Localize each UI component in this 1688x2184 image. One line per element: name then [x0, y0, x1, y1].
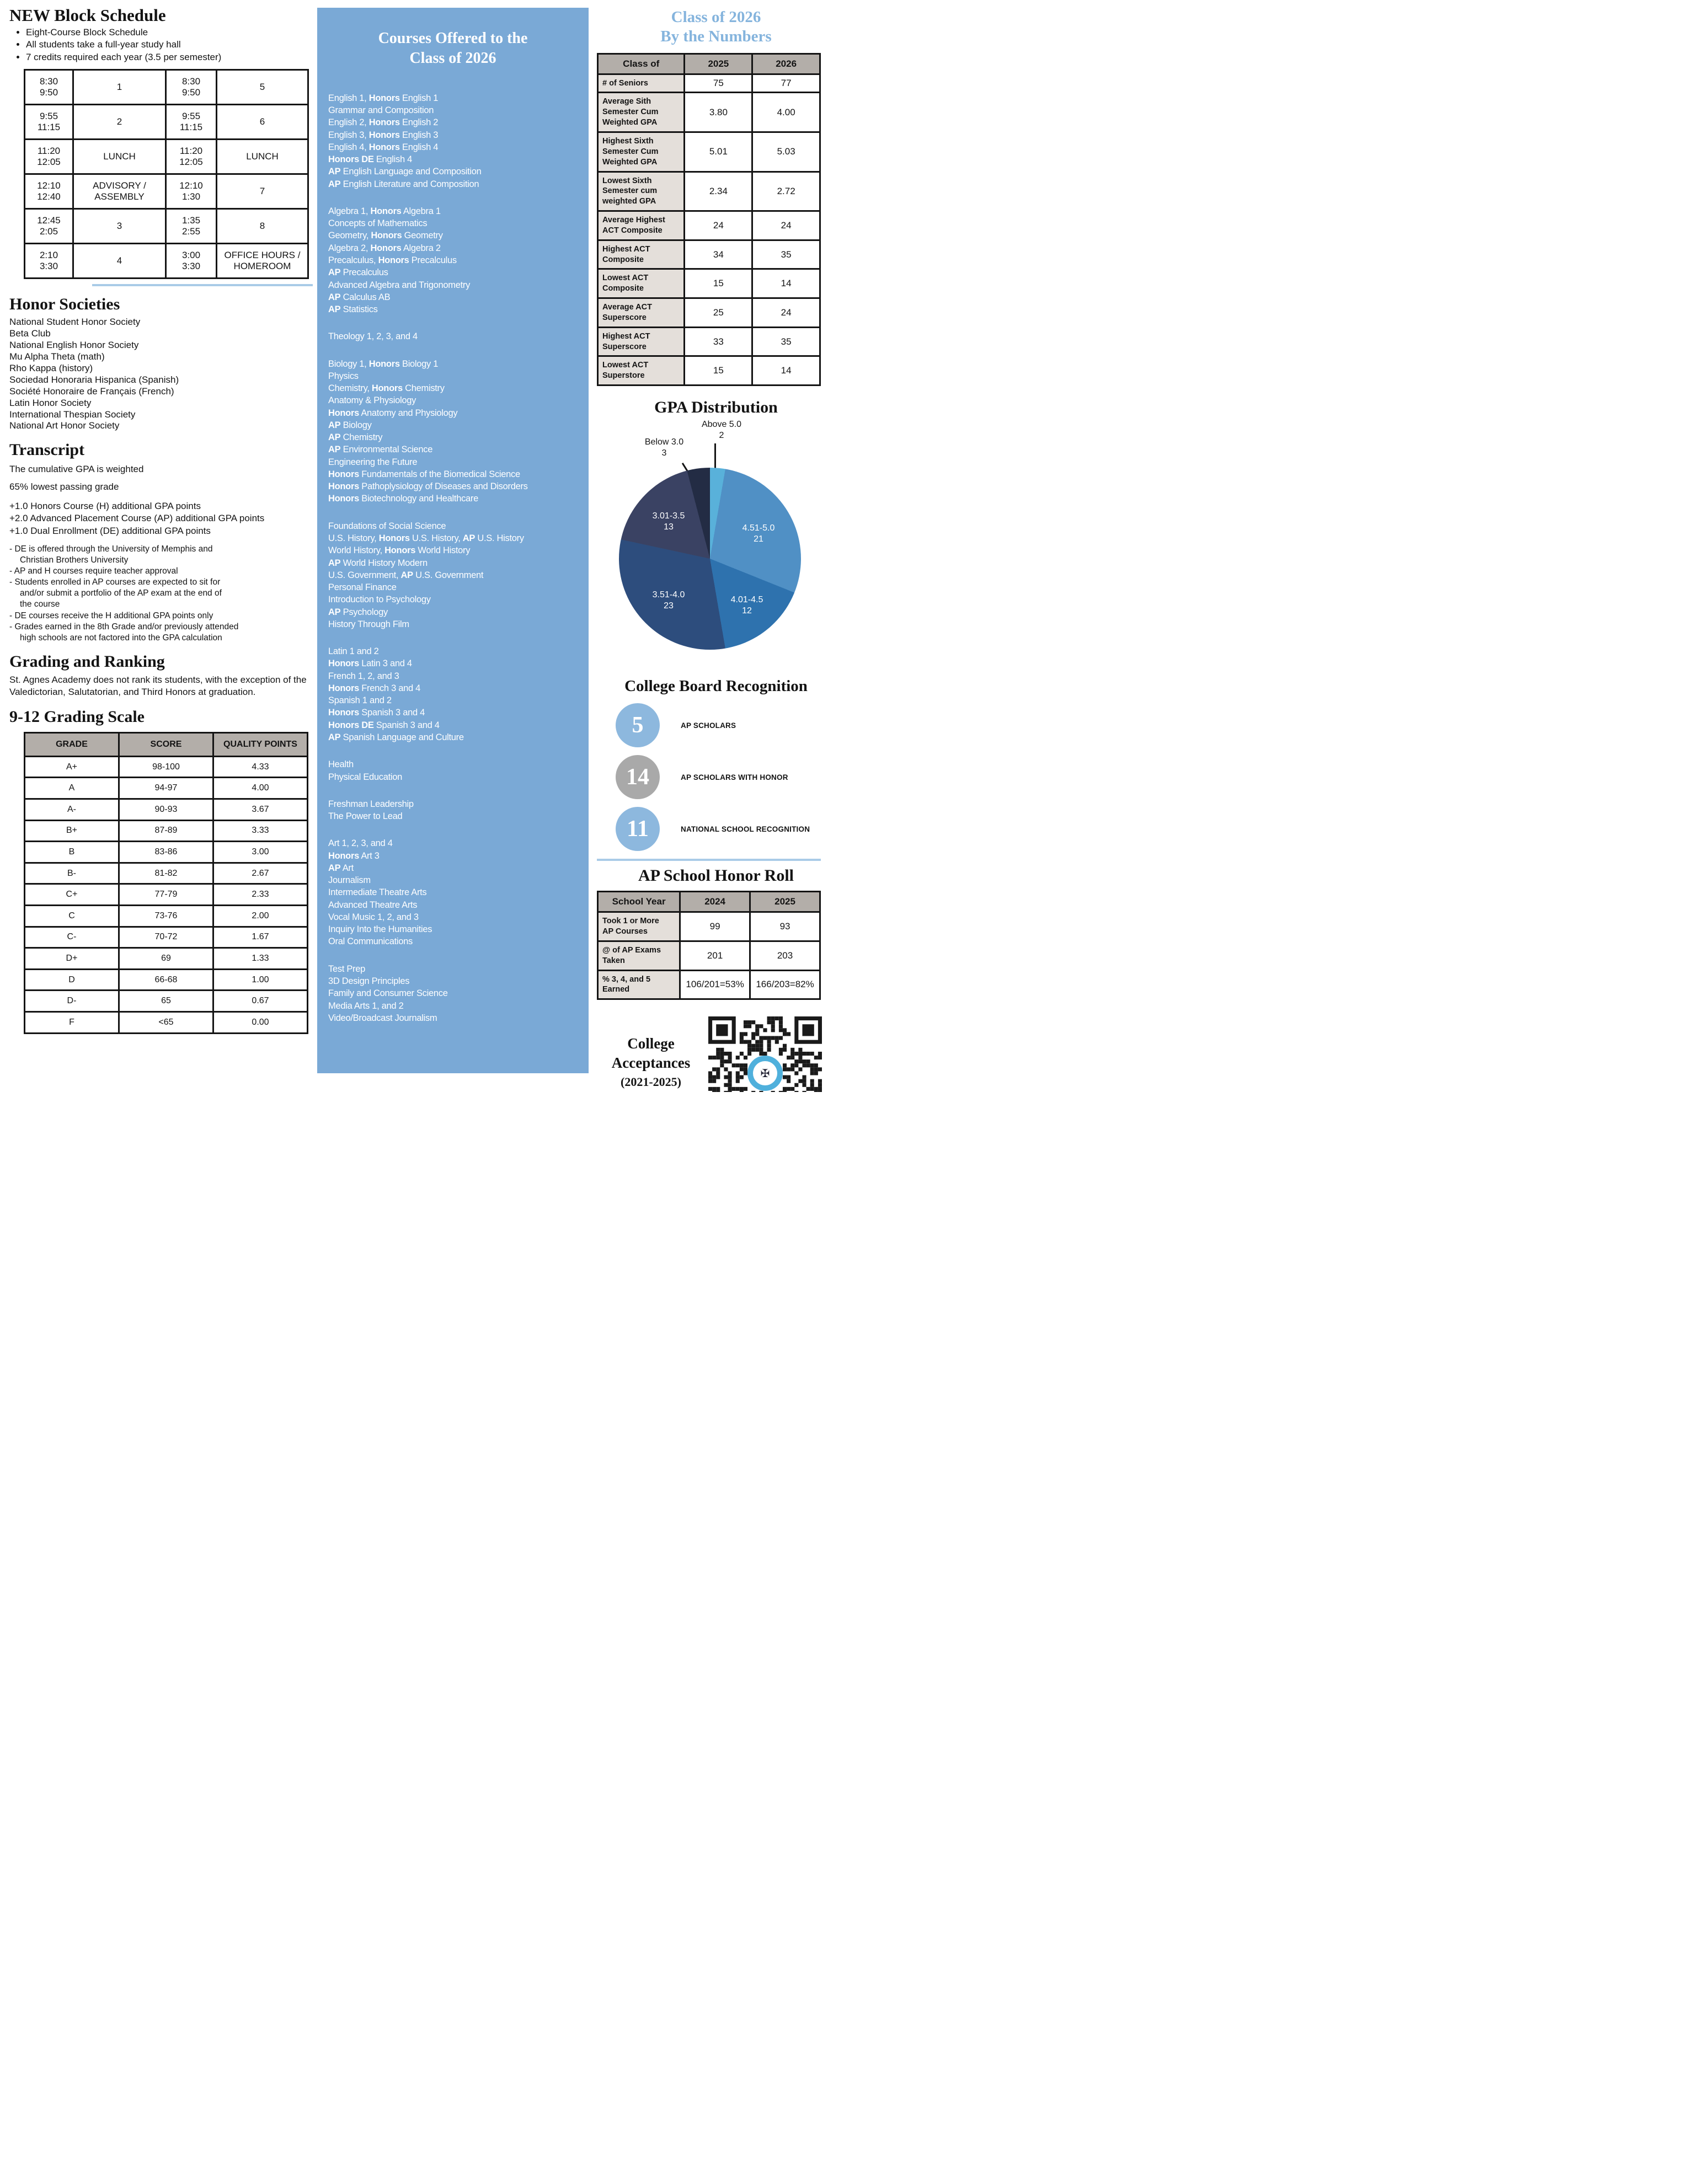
- course-line: AP Art: [328, 863, 354, 873]
- course-line: French 1, 2, and 3: [328, 671, 399, 681]
- course-line: Algebra 2, Honors Algebra 2: [328, 243, 441, 253]
- transcript-note: - DE courses receive the H additional GPA points only: [9, 611, 213, 620]
- honor-societies-title: Honor Societies: [9, 295, 120, 314]
- numbers-row: [598, 172, 820, 211]
- numbers-label-cell: Lowest ACT Superstore: [598, 356, 685, 386]
- recognition-count-badge: 11: [616, 807, 660, 851]
- grading-cell: 69: [119, 948, 213, 970]
- class-numbers-table: [597, 53, 821, 387]
- numbers-value-2026: 24: [752, 211, 820, 240]
- course-line: Honors Latin 3 and 4: [328, 659, 412, 669]
- course-line: Honors French 3 and 4: [328, 683, 421, 693]
- course-group: [328, 330, 578, 342]
- numbers-value-2025: 34: [685, 240, 752, 269]
- course-line: U.S. History, Honors U.S. History, AP U.S. History: [328, 533, 524, 544]
- grading-cell: 87-89: [119, 820, 213, 842]
- numbers-value-2025: 15: [685, 269, 752, 298]
- schedule-time-cell: 11:20 12:05: [166, 140, 217, 174]
- grading-scale-table: [24, 732, 308, 1034]
- grading-cell: 0.00: [213, 1011, 308, 1033]
- schedule-row: [25, 140, 308, 174]
- grading-cell: C: [25, 905, 119, 927]
- grading-row: [25, 905, 308, 927]
- grading-cell: 65: [119, 991, 213, 1012]
- aproll-row: [598, 912, 820, 941]
- honor-society-item: National Student Honor Society: [9, 317, 141, 328]
- recognition-label: AP SCHOLARS: [681, 721, 736, 730]
- school-crest-logo: [747, 1056, 783, 1091]
- grading-cell: D: [25, 969, 119, 991]
- pie-label-301-35: 3.01-3.5 13: [652, 511, 685, 532]
- grading-cell: 3.00: [213, 842, 308, 863]
- grading-cell: 77-79: [119, 884, 213, 906]
- course-line: AP World History Modern: [328, 558, 428, 568]
- honor-society-item: Mu Alpha Theta (math): [9, 351, 105, 362]
- pie-leader-line-above: [714, 443, 716, 469]
- grading-cell: B-: [25, 863, 119, 884]
- schedule-class-cell: ADVISORY / ASSEMBLY: [73, 174, 166, 209]
- block-schedule-title: NEW Block Schedule: [9, 6, 166, 25]
- schedule-class-cell: 6: [217, 105, 308, 140]
- honor-society-item: Sociedad Honoraria Hispanica (Spanish): [9, 374, 179, 385]
- grading-row: [25, 884, 308, 906]
- grading-cell: 2.67: [213, 863, 308, 884]
- numbers-value-2026: 24: [752, 298, 820, 328]
- grading-row: [25, 756, 308, 778]
- grading-cell: 0.67: [213, 991, 308, 1012]
- transcript-point: +1.0 Honors Course (H) additional GPA points: [9, 501, 201, 512]
- numbers-value-2026: 4.00: [752, 93, 820, 132]
- pie-label-below-3: Below 3.0 3: [644, 437, 684, 458]
- gpa-pie-chart: [597, 417, 835, 675]
- aproll-value-2025: 203: [750, 941, 820, 970]
- grading-cell: 2.00: [213, 905, 308, 927]
- course-line: Concepts of Mathematics: [328, 218, 428, 229]
- numbers-label-cell: Average Sith Semester Cum Weighted GPA: [598, 93, 685, 132]
- course-line: Honors Biotechnology and Healthcare: [328, 494, 478, 504]
- grading-cell: 73-76: [119, 905, 213, 927]
- course-line: Biology 1, Honors Biology 1: [328, 358, 439, 369]
- course-line: Precalculus, Honors Precalculus: [328, 255, 457, 265]
- grading-cell: A: [25, 778, 119, 799]
- aproll-label-cell: @ of AP Exams Taken: [598, 941, 680, 970]
- courses-title-line1: Courses Offered to the: [378, 30, 528, 47]
- grading-row: [25, 969, 308, 991]
- aproll-row: [598, 941, 820, 970]
- aproll-value-2025: 166/203=82%: [750, 970, 820, 999]
- ap-honor-roll-table: [597, 891, 821, 1000]
- course-group: [328, 205, 578, 315]
- course-line: AP English Literature and Composition: [328, 179, 479, 189]
- honor-societies-list: [9, 317, 314, 432]
- numbers-value-2026: 35: [752, 327, 820, 356]
- courses-panel: [317, 8, 589, 1073]
- numbers-header-cell: 2026: [752, 53, 820, 74]
- grading-row: [25, 820, 308, 842]
- grading-cell: 83-86: [119, 842, 213, 863]
- course-line: Media Arts 1, and 2: [328, 1000, 404, 1011]
- transcript-title: Transcript: [9, 441, 85, 459]
- grading-cell: D-: [25, 991, 119, 1012]
- numbers-label-cell: Highest ACT Superscore: [598, 327, 685, 356]
- course-line: The Power to Lead: [328, 811, 403, 822]
- course-line: 3D Design Principles: [328, 976, 410, 986]
- course-line: Honors DE English 4: [328, 154, 413, 165]
- grading-cell: 90-93: [119, 799, 213, 820]
- grading-cell: A-: [25, 799, 119, 820]
- course-line: Journalism: [328, 875, 371, 886]
- honor-society-item: National English Honor Society: [9, 340, 139, 351]
- numbers-label-cell: Highest ACT Composite: [598, 240, 685, 269]
- numbers-header-cell: Class of: [598, 53, 685, 74]
- recognition-count-badge: 5: [616, 703, 660, 747]
- numbers-value-2025: 2.34: [685, 172, 752, 211]
- numbers-value-2026: 35: [752, 240, 820, 269]
- numbers-value-2026: 14: [752, 356, 820, 386]
- numbers-value-2026: 5.03: [752, 132, 820, 172]
- course-line: Health: [328, 759, 354, 770]
- schedule-time-cell: 8:30 9:50: [25, 70, 73, 105]
- by-the-numbers-title: [597, 8, 835, 46]
- transcript-line2: 65% lowest passing grade: [9, 481, 119, 493]
- course-line: Geometry, Honors Geometry: [328, 231, 443, 241]
- grading-cell: 1.00: [213, 969, 308, 991]
- course-line: Vocal Music 1, 2, and 3: [328, 912, 419, 922]
- transcript-note: - Grades earned in the 8th Grade and/or previously attended high schools are not factored into the GPA calculation: [9, 622, 239, 643]
- courses-title-line2: Class of 2026: [409, 50, 496, 67]
- course-line: Theology 1, 2, 3, and 4: [328, 331, 418, 342]
- by-the-numbers-line1: Class of 2026: [671, 8, 761, 26]
- college-acceptances: [597, 1016, 835, 1092]
- numbers-row: [598, 132, 820, 172]
- pie-label-451-50: 4.51-5.0 21: [742, 523, 775, 544]
- schedule-row: [25, 209, 308, 244]
- course-line: Foundations of Social Science: [328, 521, 446, 531]
- course-list: [328, 92, 578, 1024]
- bullet-item: • 7 credits required each year (3.5 per semester): [26, 51, 314, 63]
- schedule-time-cell: 2:10 3:30: [25, 244, 73, 279]
- schedule-time-cell: 9:55 11:15: [25, 105, 73, 140]
- course-line: Inquiry Into the Humanities: [328, 924, 432, 935]
- aproll-header-cell: 2025: [750, 892, 820, 912]
- recognition-row: [616, 755, 835, 799]
- grading-row: [25, 948, 308, 970]
- grading-cell: 2.33: [213, 884, 308, 906]
- transcript-line1: The cumulative GPA is weighted: [9, 464, 144, 475]
- course-line: Intermediate Theatre Arts: [328, 887, 427, 898]
- grading-row: [25, 863, 308, 884]
- course-group: [328, 837, 578, 948]
- schedule-time-cell: 3:00 3:30: [166, 244, 217, 279]
- course-line: World History, Honors World History: [328, 545, 471, 556]
- grading-cell: 1.33: [213, 948, 308, 970]
- aproll-header-cell: School Year: [598, 892, 680, 912]
- honor-society-item: International Thespian Society: [9, 409, 136, 420]
- acceptances-line3: (2021-2025): [621, 1075, 681, 1089]
- honor-society-item: Beta Club: [9, 328, 51, 339]
- course-line: AP Spanish Language and Culture: [328, 732, 464, 742]
- schedule-class-cell: OFFICE HOURS / HOMEROOM: [217, 244, 308, 279]
- course-line: English 4, Honors English 4: [328, 142, 439, 152]
- course-line: AP Statistics: [328, 304, 378, 315]
- recognition-count-badge: 14: [616, 755, 660, 799]
- numbers-value-2025: 75: [685, 74, 752, 93]
- recognition-rows: [597, 703, 835, 851]
- aproll-value-2024: 201: [680, 941, 750, 970]
- aproll-value-2024: 99: [680, 912, 750, 941]
- grading-header-cell: QUALITY POINTS: [213, 732, 308, 756]
- course-line: English 1, Honors English 1: [328, 93, 439, 103]
- grading-cell: B: [25, 842, 119, 863]
- schedule-class-cell: 8: [217, 209, 308, 244]
- aproll-header-cell: 2024: [680, 892, 750, 912]
- grading-cell: 3.33: [213, 820, 308, 842]
- college-board-recognition-title: College Board Recognition: [624, 677, 808, 695]
- aproll-row: [598, 970, 820, 999]
- acceptances-line2: Acceptances: [611, 1054, 691, 1072]
- recognition-label: AP SCHOLARS WITH HONOR: [681, 773, 788, 781]
- qr-code: [708, 1016, 822, 1092]
- right-column: [597, 7, 835, 1092]
- schedule-time-cell: 12:10 12:40: [25, 174, 73, 209]
- grading-cell: F: [25, 1011, 119, 1033]
- course-line: Honors Art 3: [328, 850, 380, 861]
- numbers-row: [598, 298, 820, 328]
- numbers-row: [598, 93, 820, 132]
- course-line: Honors Fundamentals of the Biomedical Science: [328, 469, 520, 479]
- course-line: Algebra 1, Honors Algebra 1: [328, 206, 441, 216]
- pie-label-above-5: Above 5.0 2: [701, 420, 742, 441]
- schedule-time-cell: 12:45 2:05: [25, 209, 73, 244]
- bullet-item: • Eight-Course Block Schedule: [26, 26, 314, 39]
- grading-cell: B+: [25, 820, 119, 842]
- honor-society-item: Latin Honor Society: [9, 397, 92, 408]
- course-group: [328, 963, 578, 1024]
- course-line: Advanced Algebra and Trigonometry: [328, 280, 471, 290]
- numbers-row: [598, 356, 820, 386]
- numbers-label-cell: # of Seniors: [598, 74, 685, 93]
- grading-ranking-body: St. Agnes Academy does not rank its students, with the exception of the Valedictorian, Salutatorian, and Third Honors at graduation.: [9, 674, 307, 698]
- pie-label-401-45: 4.01-4.5 12: [730, 595, 763, 616]
- school-crest-inner: ✠: [753, 1061, 777, 1085]
- course-group: [328, 520, 578, 630]
- transcript-notes: [9, 544, 314, 644]
- course-line: AP Calculus AB: [328, 292, 391, 302]
- grading-cell: 70-72: [119, 927, 213, 948]
- grading-row: [25, 778, 308, 799]
- grading-cell: 66-68: [119, 969, 213, 991]
- numbers-row: [598, 74, 820, 93]
- course-line: History Through Film: [328, 619, 409, 629]
- school-profile-page: [0, 0, 844, 1092]
- grading-cell: 3.67: [213, 799, 308, 820]
- course-line: Art 1, 2, 3, and 4: [328, 838, 393, 849]
- grading-cell: D+: [25, 948, 119, 970]
- grading-header-cell: GRADE: [25, 732, 119, 756]
- course-line: Family and Consumer Science: [328, 988, 448, 999]
- course-line: English 2, Honors English 2: [328, 117, 439, 128]
- course-line: Honors Pathoplysiology of Diseases and Disorders: [328, 481, 528, 492]
- divider-line-2: [597, 859, 821, 861]
- transcript-note: - Students enrolled in AP courses are expected to sit for and/or submit a portfolio of the AP exam at the end of the course: [9, 577, 222, 609]
- schedule-class-cell: 2: [73, 105, 166, 140]
- grading-cell: 81-82: [119, 863, 213, 884]
- schedule-class-cell: LUNCH: [217, 140, 308, 174]
- course-line: AP Psychology: [328, 607, 388, 617]
- course-line: AP Biology: [328, 420, 372, 430]
- course-line: Engineering the Future: [328, 457, 418, 467]
- numbers-row: [598, 269, 820, 298]
- grading-cell: 94-97: [119, 778, 213, 799]
- grading-cell: 4.33: [213, 756, 308, 778]
- grading-cell: 1.67: [213, 927, 308, 948]
- pie-label-351-40: 3.51-4.0 23: [652, 590, 685, 611]
- grading-header-cell: SCORE: [119, 732, 213, 756]
- course-group: [328, 358, 578, 505]
- course-line: Honors Spanish 3 and 4: [328, 708, 425, 718]
- course-line: Freshman Leadership: [328, 799, 414, 809]
- schedule-row: [25, 244, 308, 279]
- course-line: English 3, Honors English 3: [328, 130, 439, 140]
- course-line: Physics: [328, 371, 359, 381]
- grading-cell: <65: [119, 1011, 213, 1033]
- course-line: AP Environmental Science: [328, 445, 433, 455]
- course-line: Advanced Theatre Arts: [328, 900, 418, 910]
- block-schedule-bullets: [26, 26, 314, 63]
- grading-row: [25, 799, 308, 820]
- ap-honor-roll-title: AP School Honor Roll: [638, 866, 794, 885]
- grading-cell: 4.00: [213, 778, 308, 799]
- schedule-time-cell: 1:35 2:55: [166, 209, 217, 244]
- courses-title: [328, 29, 578, 69]
- course-line: Physical Education: [328, 772, 403, 782]
- schedule-class-cell: 4: [73, 244, 166, 279]
- schedule-time-cell: 8:30 9:50: [166, 70, 217, 105]
- grading-cell: C+: [25, 884, 119, 906]
- acceptances-line1: College: [627, 1035, 675, 1052]
- course-line: Chemistry, Honors Chemistry: [328, 383, 445, 394]
- numbers-value-2025: 24: [685, 211, 752, 240]
- schedule-class-cell: 3: [73, 209, 166, 244]
- transcript-point: +2.0 Advanced Placement Course (AP) additional GPA points: [9, 513, 265, 524]
- recognition-row: [616, 807, 835, 851]
- schedule-time-cell: 11:20 12:05: [25, 140, 73, 174]
- course-line: Grammar and Composition: [328, 105, 434, 116]
- grading-cell: C-: [25, 927, 119, 948]
- honor-society-item: National Art Honor Society: [9, 420, 120, 431]
- by-the-numbers-line2: By the Numbers: [660, 27, 772, 45]
- course-group: [328, 798, 578, 823]
- numbers-value-2026: 14: [752, 269, 820, 298]
- numbers-header-cell: 2025: [685, 53, 752, 74]
- course-line: Honors Anatomy and Physiology: [328, 408, 458, 418]
- numbers-value-2025: 33: [685, 327, 752, 356]
- numbers-label-cell: Lowest ACT Composite: [598, 269, 685, 298]
- course-line: Anatomy & Physiology: [328, 395, 416, 406]
- course-line: Personal Finance: [328, 582, 397, 593]
- numbers-row: [598, 240, 820, 269]
- left-column: [9, 6, 314, 1034]
- aproll-label-cell: % 3, 4, and 5 Earned: [598, 970, 680, 999]
- block-schedule-table: [24, 69, 309, 279]
- schedule-class-cell: LUNCH: [73, 140, 166, 174]
- schedule-row: [25, 70, 308, 105]
- schedule-time-cell: 12:10 1:30: [166, 174, 217, 209]
- numbers-label-cell: Average Highest ACT Composite: [598, 211, 685, 240]
- numbers-label-cell: Highest Sixth Semester Cum Weighted GPA: [598, 132, 685, 172]
- transcript-note: - DE is offered through the University of Memphis and Christian Brothers University: [9, 544, 213, 565]
- schedule-class-cell: 5: [217, 70, 308, 105]
- transcript-note: - AP and H courses require teacher approval: [9, 566, 178, 576]
- course-group: [328, 92, 578, 190]
- grading-row: [25, 927, 308, 948]
- numbers-value-2025: 15: [685, 356, 752, 386]
- recognition-row: [616, 703, 835, 747]
- course-line: AP Precalculus: [328, 267, 388, 278]
- course-group: [328, 758, 578, 783]
- numbers-label-cell: Lowest Sixth Semester cum weighted GPA: [598, 172, 685, 211]
- aproll-value-2024: 106/201=53%: [680, 970, 750, 999]
- numbers-row: [598, 211, 820, 240]
- course-line: Introduction to Psychology: [328, 595, 431, 605]
- divider-line: [92, 284, 313, 286]
- course-line: AP English Language and Composition: [328, 167, 482, 177]
- numbers-label-cell: Average ACT Superscore: [598, 298, 685, 328]
- honor-society-item: Rho Kappa (history): [9, 362, 93, 373]
- course-line: Latin 1 and 2: [328, 646, 379, 657]
- grading-scale-title: 9-12 Grading Scale: [9, 707, 145, 726]
- course-line: Honors DE Spanish 3 and 4: [328, 720, 440, 730]
- bullet-item: • All students take a full-year study hall: [26, 39, 314, 51]
- numbers-row: [598, 327, 820, 356]
- schedule-class-cell: 7: [217, 174, 308, 209]
- aproll-label-cell: Took 1 or More AP Courses: [598, 912, 680, 941]
- transcript-gpa-points: [9, 500, 314, 537]
- honor-society-item: Société Honoraire de Français (French): [9, 386, 174, 397]
- recognition-label: NATIONAL SCHOOL RECOGNITION: [681, 825, 810, 833]
- numbers-value-2025: 5.01: [685, 132, 752, 172]
- aproll-value-2025: 93: [750, 912, 820, 941]
- grading-cell: 98-100: [119, 756, 213, 778]
- schedule-row: [25, 174, 308, 209]
- schedule-row: [25, 105, 308, 140]
- course-line: Video/Broadcast Journalism: [328, 1013, 437, 1023]
- course-line: Test Prep: [328, 963, 365, 974]
- numbers-value-2026: 77: [752, 74, 820, 93]
- course-line: AP Chemistry: [328, 432, 383, 443]
- schedule-class-cell: 1: [73, 70, 166, 105]
- course-line: U.S. Government, AP U.S. Government: [328, 570, 484, 580]
- grading-row: [25, 1011, 308, 1033]
- course-line: Spanish 1 and 2: [328, 695, 392, 706]
- grading-ranking-title: Grading and Ranking: [9, 652, 165, 671]
- grading-row: [25, 991, 308, 1012]
- transcript-point: +1.0 Dual Enrollment (DE) additional GPA points: [9, 525, 211, 536]
- schedule-time-cell: 9:55 11:15: [166, 105, 217, 140]
- numbers-value-2025: 25: [685, 298, 752, 328]
- course-group: [328, 645, 578, 743]
- numbers-value-2026: 2.72: [752, 172, 820, 211]
- college-acceptances-text: [597, 1016, 705, 1092]
- pie-graphic: [619, 468, 801, 650]
- grading-row: [25, 842, 308, 863]
- course-line: Oral Communications: [328, 936, 413, 947]
- grading-cell: A+: [25, 756, 119, 778]
- numbers-value-2025: 3.80: [685, 93, 752, 132]
- gpa-distribution-title: GPA Distribution: [654, 398, 778, 417]
